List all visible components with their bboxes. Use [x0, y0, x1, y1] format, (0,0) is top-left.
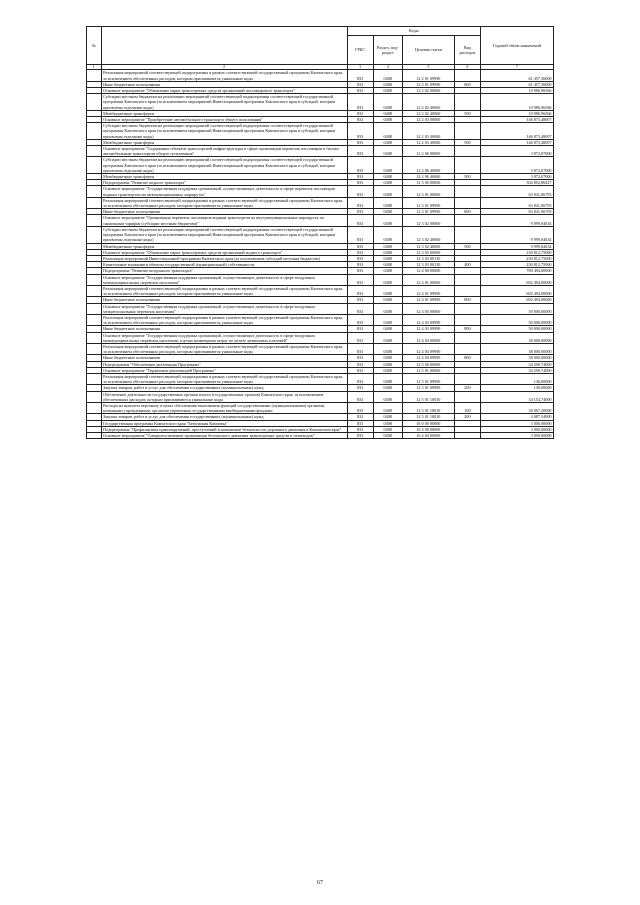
row-sum-cell: 38 000,00000 [480, 355, 553, 361]
row-num-cell [87, 197, 102, 208]
row-cs-cell: 12 3 02 40060 [402, 226, 454, 243]
row-num-cell [87, 123, 102, 140]
row-sum-cell: 4 087,54000 [480, 414, 553, 420]
page-number: 67 [317, 880, 323, 886]
row-vr-cell: 800 [454, 81, 480, 87]
row-vr-cell [454, 226, 480, 243]
row-sum-cell: 38 000,00000 [480, 343, 553, 354]
row-grbs-cell: 833 [347, 249, 373, 255]
row-sum-cell: 692 494,00000 [480, 285, 553, 296]
row-name-cell: Основное мероприятие "Государственная поддержка организаций, осуществляющих деятельность в сфере воздушных межрегиональных перевозок населения" [101, 303, 347, 314]
row-cs-cell: 12 2 06 00000 [402, 146, 454, 157]
row-cs-cell: 12 2 03 00000 [402, 117, 454, 123]
row-name-cell: Государственная программа Камчатского края "Безопасная Камчатка" [101, 420, 347, 426]
row-vr-cell: 500 [454, 243, 480, 249]
row-num-cell [87, 226, 102, 243]
row-cs-cell: 12 5 01 10010 [402, 402, 454, 413]
row-name-cell: Основное мероприятие "Организация перевозок пассажиров водным транспортом на внутримуниципальных маршрутах по сниженным тарифам (субсидии местным бюджетам)" [101, 215, 347, 226]
row-cs-cell: 12 4 01 00000 [402, 274, 454, 285]
row-rz-cell: 0408 [373, 268, 402, 274]
table-row [87, 197, 554, 208]
row-grbs-cell: 833 [347, 157, 373, 174]
row-vr-cell [454, 70, 480, 81]
row-num-cell [87, 402, 102, 413]
row-sum-cell: 3 000,00000 [480, 433, 553, 439]
col-name-header [101, 27, 347, 65]
row-name-cell: Субсидии местным бюджетам на реализацию мероприятий соответствующей подпрограммы соответствующей государственной программы Камчатского края (за исключением мероприятий Инвестиционной программы Камчатского края и субсидий, которым присвоены отдельные коды) [101, 226, 347, 243]
row-sum-cell: 3 000,00000 [480, 420, 553, 426]
row-grbs-cell: 833 [347, 197, 373, 208]
row-cs-cell: 12 2 02 40060 [402, 94, 454, 111]
row-grbs-cell: 833 [347, 117, 373, 123]
row-grbs-cell: 833 [347, 402, 373, 413]
row-name-cell: Субсидии местным бюджетам на реализацию мероприятий соответствующей подпрограммы соответствующей государственной программы Камчатского края (за исключением мероприятий Инвестиционной программы Камчатского края и субсидий, которым присвоены отдельные коды) [101, 157, 347, 174]
row-sum-cell: 692 494,00000 [480, 297, 553, 303]
row-vr-cell [454, 373, 480, 384]
row-vr-cell [454, 285, 480, 296]
row-vr-cell: 800 [454, 355, 480, 361]
row-rz-cell: 0408 [373, 117, 402, 123]
row-sum-cell: 304 852,86427 [480, 180, 553, 186]
row-rz-cell: 0408 [373, 243, 402, 249]
index-cell: 5 [402, 65, 454, 70]
row-grbs-cell: 833 [347, 174, 373, 180]
row-sum-cell: 34 290,74000 [480, 361, 553, 367]
row-cs-cell: 12 5 01 00000 [402, 367, 454, 373]
row-grbs-cell: 833 [347, 186, 373, 197]
row-vr-cell [454, 332, 480, 343]
row-grbs-cell: 833 [347, 426, 373, 432]
row-grbs-cell: 833 [347, 314, 373, 325]
row-vr-cell [454, 215, 480, 226]
row-rz-cell: 0408 [373, 88, 402, 94]
row-name-cell: Основное мероприятие "Обновление парка транспортных средств организаций пассажирского транспорта" [101, 88, 347, 94]
row-rz-cell: 0408 [373, 180, 402, 186]
row-sum-cell: 9 999,04634 [480, 215, 553, 226]
row-cs-cell: 12 2 06 40060 [402, 174, 454, 180]
row-num-cell [87, 285, 102, 296]
row-rz-cell: 0408 [373, 326, 402, 332]
row-name-cell: Реализация мероприятий соответствующей подпрограммы в рамках соответствующей государственной программы Камчатского края, за исключением обеспеченных расходов, которым присваиваются уникальные коды [101, 343, 347, 354]
row-rz-cell: 0408 [373, 174, 402, 180]
row-rz-cell: 0408 [373, 385, 402, 391]
row-rz-cell: 0408 [373, 70, 402, 81]
row-cs-cell: 12 2 02 00000 [402, 88, 454, 94]
row-grbs-cell: 833 [347, 81, 373, 87]
row-sum-cell: 3 000,00000 [480, 426, 553, 432]
table-row [87, 433, 554, 439]
row-cs-cell: 12 4 04 09990 [402, 355, 454, 361]
row-num-cell [87, 146, 102, 157]
row-rz-cell: 0408 [373, 262, 402, 268]
row-cs-cell: 12 4 03 09990 [402, 314, 454, 325]
row-name-cell: Подпрограмма "Обеспечение реализации Программы" [101, 361, 347, 367]
index-cell: 7 [480, 65, 553, 70]
row-rz-cell: 0408 [373, 146, 402, 157]
row-num-cell [87, 215, 102, 226]
table-row [87, 314, 554, 325]
row-grbs-cell: 833 [347, 332, 373, 343]
row-sum-cell: 136,00000 [480, 373, 553, 384]
row-vr-cell [454, 94, 480, 111]
row-num-cell [87, 274, 102, 285]
row-num-cell [87, 332, 102, 343]
row-vr-cell: 500 [454, 110, 480, 116]
table-row [87, 373, 554, 384]
row-cs-cell: 12 2 02 40060 [402, 110, 454, 116]
row-sum-cell: 50 000,00000 [480, 314, 553, 325]
row-name-cell: Основное мероприятие "Государственная поддержка организаций, осуществляющих деятельность в сфере воздушных межмуниципальных перевозок населения" [101, 274, 347, 285]
row-rz-cell: 0408 [373, 94, 402, 111]
row-name-cell: Капитальные вложения в объекты государственной (муниципальной) собственности [101, 262, 347, 268]
row-num-cell [87, 373, 102, 384]
row-name-cell: Реализация мероприятий Инвестиционной программы Камчатского края (за исключением субсидий местным бюджетам) [101, 255, 347, 261]
budget-table [86, 26, 554, 439]
row-rz-cell: 0408 [373, 373, 402, 384]
row-sum-cell: 34 154,74000 [480, 391, 553, 402]
row-num-cell [87, 391, 102, 402]
row-name-cell: Обеспечение деятельности государственных органов власти (государственных органов) Камчатского края, за исключением обеспеченных расходов, которым присваиваются уникальные коды [101, 391, 347, 402]
col-sum-header: Годовой объем назначений [480, 27, 553, 65]
row-cs-cell: 12 3 02 40060 [402, 243, 454, 249]
table-row [87, 215, 554, 226]
table-row [87, 343, 554, 354]
row-grbs-cell: 833 [347, 274, 373, 285]
row-cs-cell: 12 3 01 09990 [402, 197, 454, 208]
row-rz-cell: 0408 [373, 426, 402, 432]
row-rz-cell: 0408 [373, 157, 402, 174]
row-cs-cell: 12 4 04 00000 [402, 332, 454, 343]
col-rz-header: Раздел, под-раздел [373, 36, 402, 65]
row-name-cell: Основное мероприятие "Содержание объектов транспортной инфраструктуры в сфере организации перевозок пассажиров и багажа автомобильным транспортом общего пользования" [101, 146, 347, 157]
row-name-cell: Межбюджетные трансферты [101, 110, 347, 116]
row-sum-cell: 692 494,00000 [480, 274, 553, 285]
row-vr-cell: 200 [454, 385, 480, 391]
row-grbs-cell: 833 [347, 209, 373, 215]
row-sum-cell: 9 999,04634 [480, 226, 553, 243]
row-sum-cell: 10 986,96566 [480, 110, 553, 116]
row-name-cell: Реализация мероприятий соответствующей подпрограммы в рамках соответствующей государственной программы Камчатского края, за исключением обеспеченных расходов, которым присваиваются уникальные коды [101, 314, 347, 325]
row-grbs-cell: 833 [347, 262, 373, 268]
row-grbs-cell: 833 [347, 243, 373, 249]
row-rz-cell: 0408 [373, 215, 402, 226]
row-rz-cell: 0408 [373, 355, 402, 361]
row-cs-cell: 12 5 01 09990 [402, 385, 454, 391]
row-name-cell: Иные бюджетные ассигнования [101, 355, 347, 361]
row-grbs-cell: 833 [347, 255, 373, 261]
row-name-cell: Подпрограмма "Развитие водного транспорта" [101, 180, 347, 186]
row-grbs-cell: 833 [347, 285, 373, 296]
row-rz-cell: 0408 [373, 139, 402, 145]
row-sum-cell: 38 000,00000 [480, 332, 553, 343]
index-cell: 4 [373, 65, 402, 70]
row-vr-cell: 200 [454, 414, 480, 420]
row-name-cell: Основное мероприятие "Управление реализацией Программы" [101, 367, 347, 373]
col-vr-header: Вид расходов [454, 36, 480, 65]
row-grbs-cell: 833 [347, 215, 373, 226]
row-vr-cell [454, 157, 480, 174]
row-grbs-cell: 833 [347, 226, 373, 243]
row-sum-cell: 61 457,36000 [480, 81, 553, 87]
row-cs-cell: 12 3 02 00000 [402, 215, 454, 226]
row-vr-cell [454, 391, 480, 402]
row-cs-cell: 12 2 03 40060 [402, 123, 454, 140]
row-rz-cell: 0408 [373, 361, 402, 367]
row-vr-cell [454, 343, 480, 354]
row-rz-cell: 0408 [373, 433, 402, 439]
row-num-cell [87, 157, 102, 174]
row-vr-cell: 800 [454, 209, 480, 215]
row-cs-cell: 12 3 03 00130 [402, 255, 454, 261]
row-vr-cell [454, 433, 480, 439]
row-vr-cell: 500 [454, 139, 480, 145]
row-sum-cell: 30 067,20000 [480, 402, 553, 413]
row-vr-cell: 100 [454, 402, 480, 413]
row-sum-cell: 136,00000 [480, 385, 553, 391]
col-num-header: № [87, 27, 102, 65]
row-name-cell: Закупка товаров, работ и услуг для обеспечения государственных (муниципальных) нужд [101, 414, 347, 420]
row-vr-cell [454, 146, 480, 157]
table-row [87, 146, 554, 157]
row-rz-cell: 0408 [373, 197, 402, 208]
row-vr-cell: 800 [454, 297, 480, 303]
row-grbs-cell: 833 [347, 70, 373, 81]
row-rz-cell: 0408 [373, 274, 402, 285]
row-num-cell [87, 433, 102, 439]
row-cs-cell: 12 2 01 09990 [402, 81, 454, 87]
row-name-cell: Основное мероприятие "Совершенствование организации безопасного движения транспортных средств и пешеходов" [101, 433, 347, 439]
row-cs-cell: 12 2 06 40060 [402, 157, 454, 174]
row-sum-cell: 10 986,96566 [480, 88, 553, 94]
row-cs-cell: 12 5 01 10010 [402, 391, 454, 402]
row-rz-cell: 0408 [373, 255, 402, 261]
row-name-cell: Подпрограмма "Профилактика правонарушений, преступлений и повышение безопасности дорожного движения в Камчатском крае" [101, 426, 347, 432]
row-vr-cell: 500 [454, 174, 480, 180]
row-rz-cell: 0408 [373, 402, 402, 413]
row-cs-cell: 12 2 01 09990 [402, 70, 454, 81]
header-row-top [87, 27, 554, 36]
row-grbs-cell: 833 [347, 367, 373, 373]
row-sum-cell: 50 000,00000 [480, 303, 553, 314]
row-num-cell [87, 343, 102, 354]
row-rz-cell: 0408 [373, 367, 402, 373]
row-rz-cell: 0408 [373, 391, 402, 402]
row-num-cell [87, 94, 102, 111]
row-sum-cell: 230 812,75000 [480, 255, 553, 261]
row-sum-cell: 63 841,06793 [480, 209, 553, 215]
row-sum-cell: 34 290,74000 [480, 367, 553, 373]
row-name-cell: Основное мероприятие "Государственная поддержка организаций, осуществляющих деятельность в сфере перевозок пассажиров водным транспортом на межмуниципальных маршрутах" [101, 186, 347, 197]
row-vr-cell [454, 197, 480, 208]
row-num-cell [87, 70, 102, 81]
row-sum-cell: 230 812,75000 [480, 249, 553, 255]
row-name-cell: Реализация мероприятий соответствующей подпрограммы в рамках соответствующей государственной программы Камчатского края, за исключением обеспеченных расходов, которым присваиваются уникальные коды [101, 197, 347, 208]
row-rz-cell: 0408 [373, 297, 402, 303]
row-sum-cell: 10 986,96566 [480, 94, 553, 111]
table-row [87, 402, 554, 413]
row-sum-cell: 63 841,06793 [480, 197, 553, 208]
col-cs-header: Целевая статья [402, 36, 454, 65]
row-rz-cell: 0408 [373, 420, 402, 426]
row-grbs-cell: 833 [347, 139, 373, 145]
row-name-cell: Подпрограмма "Развитие воздушного транспорта" [101, 268, 347, 274]
row-cs-cell: 12 3 03 00130 [402, 262, 454, 268]
row-rz-cell: 0408 [373, 226, 402, 243]
row-cs-cell: 12 4 03 09990 [402, 326, 454, 332]
row-rz-cell: 0408 [373, 285, 402, 296]
row-sum-cell: 230 812,75000 [480, 262, 553, 268]
row-vr-cell [454, 314, 480, 325]
row-grbs-cell: 833 [347, 361, 373, 367]
table-row [87, 123, 554, 140]
row-cs-cell: 16 0 00 00000 [402, 420, 454, 426]
table-row [87, 332, 554, 343]
row-cs-cell: 12 5 01 10010 [402, 414, 454, 420]
row-grbs-cell: 833 [347, 110, 373, 116]
row-name-cell: Основное мероприятие "Государственная поддержка организаций, осуществляющих деятельность в сфере воздушных межмуниципальных перевозок населения, в целях возмещения затрат по уплате лизинговых платежей" [101, 332, 347, 343]
row-sum-cell: 3 872,07000 [480, 146, 553, 157]
row-name-cell: Межбюджетные трансферты [101, 243, 347, 249]
row-name-cell: Межбюджетные трансферты [101, 139, 347, 145]
row-cs-cell: 12 4 03 00000 [402, 303, 454, 314]
row-name-cell: Иные бюджетные ассигнования [101, 209, 347, 215]
table-row [87, 186, 554, 197]
row-sum-cell: 146 873,48007 [480, 139, 553, 145]
row-rz-cell: 0408 [373, 209, 402, 215]
row-rz-cell: 0408 [373, 414, 402, 420]
row-name-cell: Реализация мероприятий соответствующей подпрограммы в рамках соответствующей государственной программы Камчатского края, за исключением обеспеченных расходов, которым присваиваются уникальные коды [101, 373, 347, 384]
row-rz-cell: 0408 [373, 186, 402, 197]
row-cs-cell: 12 4 04 09990 [402, 343, 454, 354]
row-cs-cell: 16 4 04 00000 [402, 433, 454, 439]
row-num-cell [87, 186, 102, 197]
row-name-cell: Субсидии местным бюджетам на реализацию мероприятий соответствующей подпрограммы соответствующей государственной программы Камчатского края (за исключением мероприятий Инвестиционной программы Камчатского края и субсидий, которым присвоены отдельные коды) [101, 123, 347, 140]
row-name-cell: Иные бюджетные ассигнования [101, 297, 347, 303]
row-grbs-cell: 833 [347, 373, 373, 384]
row-rz-cell: 0408 [373, 332, 402, 343]
row-grbs-cell: 833 [347, 326, 373, 332]
row-name-cell: Расходы на выплаты персоналу в целях обеспечения выполнения функций государственными (муниципальными) органами, казенными учреждениями, органами управления государственными внебюджетными фондами [101, 402, 347, 413]
row-vr-cell: 400 [454, 262, 480, 268]
table-row [87, 391, 554, 402]
row-cs-cell: 12 4 01 09990 [402, 297, 454, 303]
index-cell: 2 [101, 65, 347, 70]
row-sum-cell: 3 872,07000 [480, 157, 553, 174]
row-vr-cell [454, 186, 480, 197]
row-num-cell [87, 314, 102, 325]
row-name-cell: Закупка товаров, работ и услуг для обеспечения государственных (муниципальных) нужд [101, 385, 347, 391]
row-vr-cell [454, 123, 480, 140]
row-sum-cell: 146 873,48007 [480, 117, 553, 123]
budget-rows [87, 70, 554, 439]
row-name-cell: Иные бюджетные ассигнования [101, 326, 347, 332]
col-grbs-header: ГРБС [347, 36, 373, 65]
row-sum-cell: 780 494,00000 [480, 268, 553, 274]
row-name-cell: Реализация мероприятий соответствующей подпрограммы в рамках соответствующей государственной программы Камчатского края, за исключением обеспеченных расходов, которым присваиваются уникальные коды [101, 70, 347, 81]
row-grbs-cell: 833 [347, 123, 373, 140]
row-name-cell: Межбюджетные трансферты [101, 174, 347, 180]
row-cs-cell: 12 3 00 00000 [402, 180, 454, 186]
table-row [87, 94, 554, 111]
table-row [87, 157, 554, 174]
row-grbs-cell: 833 [347, 420, 373, 426]
index-cell: 6 [454, 65, 480, 70]
row-grbs-cell: 833 [347, 94, 373, 111]
row-grbs-cell: 833 [347, 385, 373, 391]
row-cs-cell: 12 5 00 00000 [402, 361, 454, 367]
row-grbs-cell: 833 [347, 88, 373, 94]
row-name-cell: Иные бюджетные ассигнования [101, 81, 347, 87]
index-cell: 1 [87, 65, 102, 70]
row-grbs-cell: 833 [347, 268, 373, 274]
row-grbs-cell: 833 [347, 303, 373, 314]
row-cs-cell: 16 4 00 00000 [402, 426, 454, 432]
row-cs-cell: 12 4 00 00000 [402, 268, 454, 274]
row-sum-cell: 146 873,48007 [480, 123, 553, 140]
row-rz-cell: 0408 [373, 123, 402, 140]
table-row [87, 226, 554, 243]
row-grbs-cell: 833 [347, 355, 373, 361]
row-rz-cell: 0408 [373, 249, 402, 255]
codes-group-header: Коды [347, 27, 480, 36]
row-cs-cell: 12 3 03 00000 [402, 249, 454, 255]
row-cs-cell: 12 3 01 00000 [402, 186, 454, 197]
budget-sheet [86, 26, 554, 439]
row-rz-cell: 0408 [373, 110, 402, 116]
row-rz-cell: 0408 [373, 343, 402, 354]
row-grbs-cell: 833 [347, 433, 373, 439]
row-cs-cell: 12 2 03 40060 [402, 139, 454, 145]
index-cell: 3 [347, 65, 373, 70]
row-sum-cell: 61 457,36000 [480, 70, 553, 81]
row-grbs-cell: 833 [347, 343, 373, 354]
row-vr-cell [454, 303, 480, 314]
row-rz-cell: 0408 [373, 81, 402, 87]
row-rz-cell: 0408 [373, 303, 402, 314]
row-grbs-cell: 833 [347, 391, 373, 402]
row-grbs-cell: 833 [347, 180, 373, 186]
table-row [87, 285, 554, 296]
row-sum-cell: 50 000,00000 [480, 326, 553, 332]
row-name-cell: Реализация мероприятий соответствующей подпрограммы в рамках соответствующей государственной программы Камчатского края, за исключением обеспеченных расходов, которым присваиваются уникальные коды [101, 285, 347, 296]
table-row [87, 303, 554, 314]
row-grbs-cell: 833 [347, 414, 373, 420]
row-name-cell: Субсидии местным бюджетам на реализацию мероприятий соответствующей подпрограммы соответствующей государственной программы Камчатского края (за исключением мероприятий Инвестиционной программы Камчатского края и субсидий, которым присвоены отдельные коды) [101, 94, 347, 111]
row-cs-cell: 12 5 01 09990 [402, 373, 454, 384]
row-vr-cell: 800 [454, 326, 480, 332]
row-grbs-cell: 833 [347, 297, 373, 303]
row-cs-cell: 12 3 01 09990 [402, 209, 454, 215]
row-grbs-cell: 833 [347, 146, 373, 157]
row-sum-cell: 3 872,07000 [480, 174, 553, 180]
row-sum-cell: 63 841,06793 [480, 186, 553, 197]
row-sum-cell: 9 999,04634 [480, 243, 553, 249]
row-name-cell: Основное мероприятие "Обновление парка транспортных средств организаций водного транспорта" [101, 249, 347, 255]
row-vr-cell [454, 274, 480, 285]
row-num-cell [87, 303, 102, 314]
table-row [87, 70, 554, 81]
row-rz-cell: 0408 [373, 314, 402, 325]
row-cs-cell: 12 4 01 09990 [402, 285, 454, 296]
table-row [87, 274, 554, 285]
row-name-cell: Основное мероприятие "Приобретение автомобильного транспорта общего пользования" [101, 117, 347, 123]
